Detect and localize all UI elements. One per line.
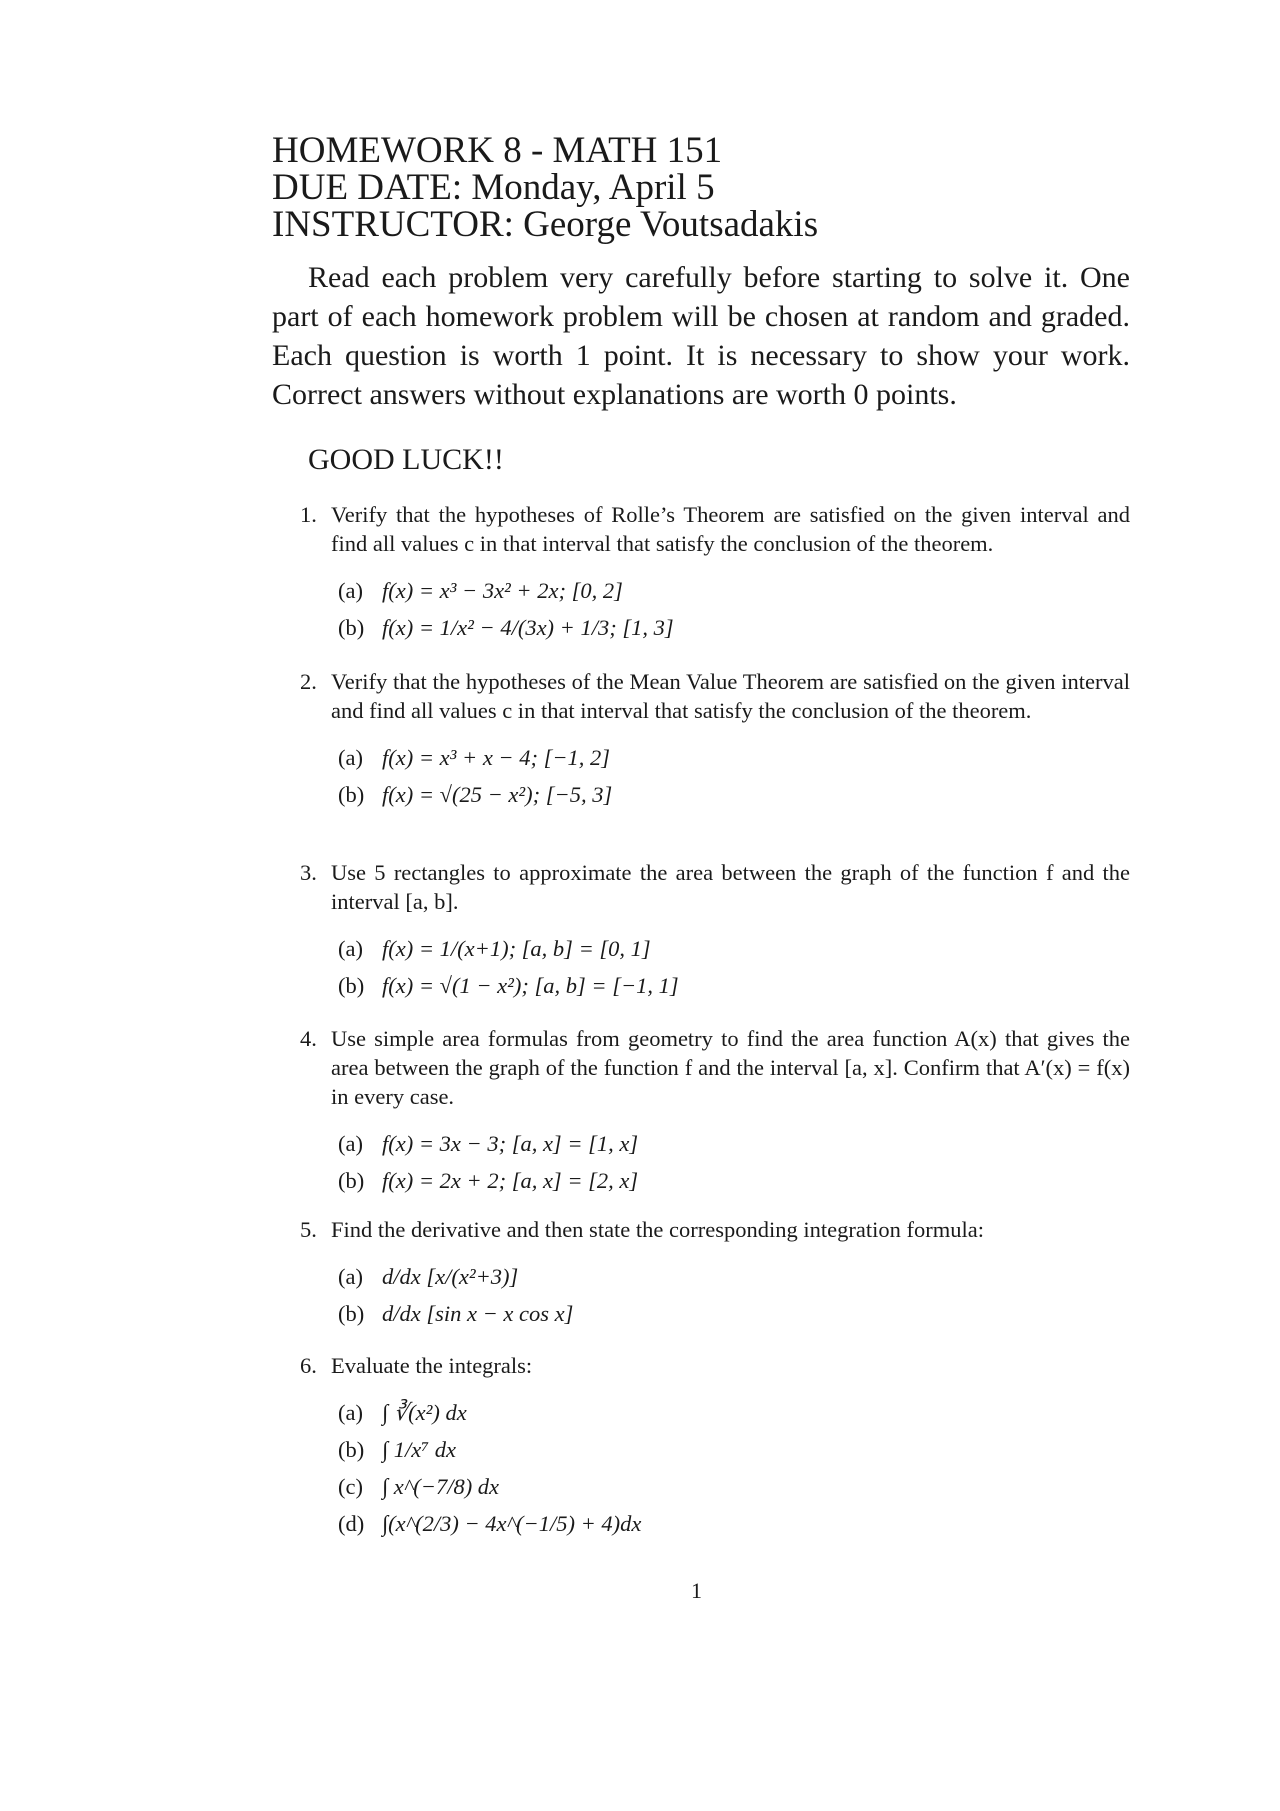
problem-2-part-a: [338, 739, 1130, 776]
problem-4-part-a: [338, 1125, 1130, 1162]
problem-number: 1.: [300, 502, 317, 527]
problem-3-part-a: [338, 930, 1130, 967]
problem-6-part-b: [338, 1431, 1130, 1468]
part-label: (d): [338, 1511, 365, 1536]
part-expression: f(x) = x³ − 3x² + 2x; [0, 2]: [382, 578, 623, 603]
part-expression: f(x) = 1/(x+1); [a, b] = [0, 1]: [382, 936, 651, 961]
instructor: INSTRUCTOR: George Voutsadakis: [272, 204, 819, 245]
problem-2-part-b: [338, 776, 1130, 813]
problem-number: 5.: [300, 1217, 317, 1242]
page-number: 1: [691, 1578, 702, 1603]
problem-3: [300, 858, 1130, 1004]
problem-5-part-a: [338, 1258, 1130, 1295]
part-label: (b): [338, 615, 365, 640]
part-label: (a): [338, 1264, 363, 1289]
part-label: (b): [338, 1168, 365, 1193]
due-date: DUE DATE: Monday, April 5: [272, 167, 715, 208]
problem-text: Use simple area formulas from geometry to find the area function A(x) that gives the area between the graph of the function f and the interval [a, x]. Confirm that A′(x) = f(x) in every case.: [331, 1026, 1130, 1109]
problem-6-part-c: [338, 1468, 1130, 1505]
problem-6-part-a: [338, 1394, 1130, 1431]
part-label: (a): [338, 936, 363, 961]
problem-5: [300, 1215, 1130, 1332]
part-expression: f(x) = x³ + x − 4; [−1, 2]: [382, 745, 611, 770]
part-label: (c): [338, 1474, 363, 1499]
part-expression: f(x) = 3x − 3; [a, x] = [1, x]: [382, 1131, 639, 1156]
problem-5-part-b: [338, 1295, 1130, 1332]
part-expression: d/dx [sin x − x cos x]: [382, 1301, 574, 1326]
problem-2: [300, 667, 1130, 813]
problem-1-part-a: [338, 572, 1130, 609]
problem-3-part-b: [338, 967, 1130, 1004]
problem-number: 2.: [300, 669, 317, 694]
problem-text: Evaluate the integrals:: [331, 1353, 533, 1378]
part-expression: f(x) = 1/x² − 4/(3x) + 1/3; [1, 3]: [382, 615, 674, 640]
part-expression: f(x) = √(25 − x²); [−5, 3]: [382, 782, 613, 807]
part-label: (b): [338, 973, 365, 998]
part-expression: ∫ ∛(x²) dx: [382, 1400, 467, 1425]
problem-text: Find the derivative and then state the corresponding integration formula:: [331, 1217, 984, 1242]
problem-4: [300, 1024, 1130, 1199]
header: [272, 132, 1132, 243]
problem-number: 3.: [300, 860, 317, 885]
intro-text: Read each problem very carefully before starting to solve it. One part of each homework problem will be chosen at random and graded. Each question is worth 1 point. It is necessary to show your work. Correct answers without explanations are worth 0 points.: [272, 261, 1130, 411]
part-expression: ∫(x^(2/3) − 4x^(−1/5) + 4)dx: [382, 1511, 642, 1536]
part-label: (b): [338, 1301, 365, 1326]
problem-text: Verify that the hypotheses of the Mean Value Theorem are satisfied on the given interval and find all values c in that interval that satisfy the conclusion of the theorem.: [331, 669, 1130, 723]
problem-4-part-b: [338, 1162, 1130, 1199]
problem-1-part-b: [338, 609, 1130, 646]
problem-1: [300, 500, 1130, 646]
problem-text: Verify that the hypotheses of Rolle’s Theorem are satisfied on the given interval and find all values c in that interval that satisfy the conclusion of the theorem.: [331, 502, 1130, 556]
good-luck: GOOD LUCK!!: [308, 443, 504, 476]
intro-paragraph: [272, 258, 1130, 414]
problem-6: [300, 1351, 1130, 1542]
part-expression: ∫ 1/x⁷ dx: [382, 1437, 456, 1462]
homework-title: HOMEWORK 8 - MATH 151: [272, 130, 723, 171]
part-expression: d/dx [x/(x²+3)]: [382, 1264, 519, 1289]
problem-6-part-d: [338, 1505, 1130, 1542]
part-expression: f(x) = 2x + 2; [a, x] = [2, x]: [382, 1168, 639, 1193]
part-label: (a): [338, 745, 363, 770]
problem-text: Use 5 rectangles to approximate the area between the graph of the function f and the interval [a, b].: [331, 860, 1130, 914]
part-expression: ∫ x^(−7/8) dx: [382, 1474, 500, 1499]
part-label: (a): [338, 1400, 363, 1425]
part-label: (b): [338, 782, 365, 807]
part-label: (a): [338, 1131, 363, 1156]
problem-number: 6.: [300, 1353, 317, 1378]
part-label: (b): [338, 1437, 365, 1462]
part-expression: f(x) = √(1 − x²); [a, b] = [−1, 1]: [382, 973, 679, 998]
problem-number: 4.: [300, 1026, 317, 1051]
part-label: (a): [338, 578, 363, 603]
